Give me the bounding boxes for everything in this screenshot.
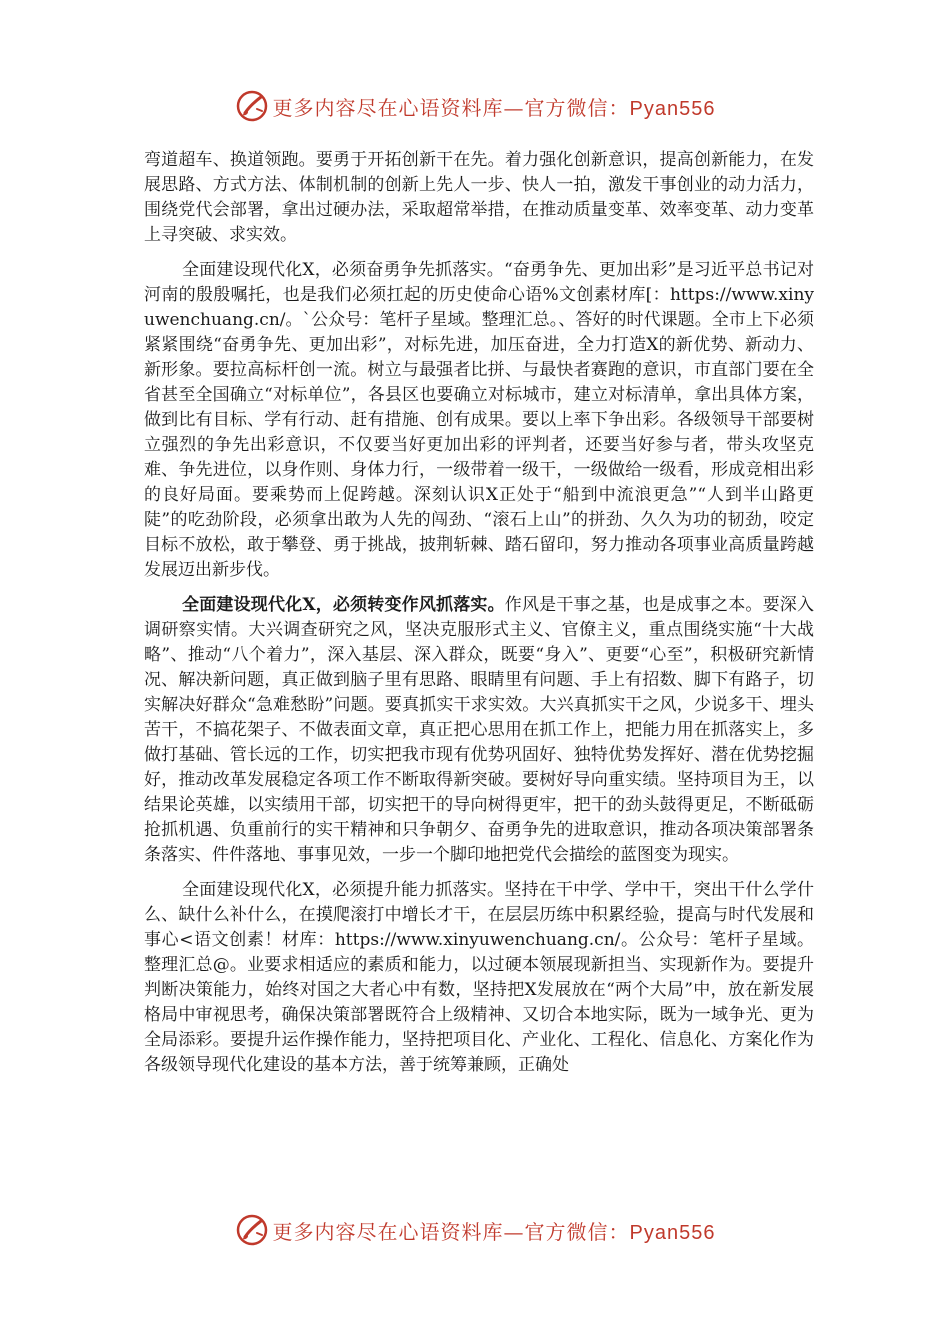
footer-wechat-id: Pyan556 (629, 1221, 716, 1244)
paragraph-3 (144, 593, 814, 868)
paragraph-2: 全面建设现代化X，必须奋勇争先抓落实。“奋勇争先、更加出彩”是习近平总书记对河南的殷殷嘱托，也是我们必须扛起的历史使命心语%文创素材库[：https://www.xinyuwenchuang.cn/。`公众号：笔杆子星域。整理汇总。、答好的时代课题。全市上下必须紧紧围绕“奋勇争先、更加出彩”，对标先进，加压奋进，全力打造X的新优势、新动力、新形象。要拉高标杆创一流。树立与最强者比拼、与最快者赛跑的意识，市直部门要在全省甚至全国确立“对标单位”，各县区也要确立对标城市，建立对标清单，拿出具体方案，做到比有目标、学有行动、赶有措施、创有成果。要以上率下争出彩。各级领导干部要树立强烈的争先出彩意识，不仅要当好更加出彩的评判者，还要当好参与者，带头攻坚克难、争先进位，以身作则、身体力行，一级带着一级干，一级做给一级看，形成竞相出彩的良好局面。要乘势而上促跨越。深刻认识X正处于“船到中流浪更急”“人到半山路更陡”的吃劲阶段，必须拿出敢为人先的闯劲、“滚石上山”的拼劲、久久为功的韧劲，咬定目标不放松，敢于攀登、勇于挑战，披荆斩棘、踏石留印，努力推动各项事业高质量跨越发展迈出新步伐。 (144, 260, 814, 580)
footer-banner (0, 1210, 950, 1250)
brush-logo-icon (235, 1213, 269, 1247)
paragraph-4: 全面建设现代化X，必须提升能力抓落实。坚持在干中学、学中干，突出干什么学什么、缺什么补什么，在摸爬滚打中增长才干，在层层历练中积累经验，提高与时代发展和事心<语文创素！材库：https://www.xinyuwenchuang.cn/。公众号：笔杆子星域。整理汇总@。业要求相适应的素质和能力，以过硬本领展现新担当、实现新作为。要提升判断决策能力，始终对国之大者心中有数，坚持把X发展放在“两个大局”中，放在新发展格局中审视思考，确保决策部署既符合上级精神、又切合本地实际，既为一域争光、更为全局添彩。要提升运作操作能力，坚持把项目化、产业化、工程化、信息化、方案化作为各级领导现代化建设的基本方法，善于统筹兼顾，正确处 (144, 880, 814, 1075)
paragraph-3-text: 作风是干事之基，也是成事之本。要深入调研察实情。大兴调查研究之风，坚决克服形式主义、官僚主义，重点围绕实施“十大战略”、推动“八个着力”，深入基层、深入群众，既要“身入”、更要“心至”，积极研究新情况、解决新问题，真正做到脑子里有思路、眼睛里有问题、手上有招数、脚下有路子，切实解决好群众“急难愁盼”问题。要真抓实干求实效。大兴真抓实干之风，少说多干、埋头苦干，不搞花架子、不做表面文章，真正把心思用在抓工作上，把能力用在抓落实上，多做打基础、管长远的工作，切实把我市现有优势巩固好、独特优势发挥好、潜在优势挖掘好，推动改革发展稳定各项工作不断取得新突破。要树好导向重实绩。坚持项目为王，以结果论英雄，以实绩用干部，切实把干的导向树得更牢，把干的劲头鼓得更足，不断砥砺抢抓机遇、负重前行的实干精神和只争朝夕、奋勇争先的进取意识，推动各项决策部署条条落实、件件落地、事事见效，一步一个脚印地把党代会描绘的蓝图变为现实。 (144, 595, 814, 865)
brush-logo-icon (235, 89, 269, 123)
header-banner (0, 86, 950, 126)
header-wechat-id: Pyan556 (629, 97, 716, 120)
footer-banner-text: 更多内容尽在心语资料库—官方微信：Pyan556 (272, 1219, 716, 1244)
paragraph-3-lead: 全面建设现代化X，必须转变作风抓落实。 (182, 595, 505, 615)
header-banner-text: 更多内容尽在心语资料库—官方微信：Pyan556 (272, 95, 716, 120)
paragraph-1: 弯道超车、换道领跑。要勇于开拓创新干在先。着力强化创新意识，提高创新能力，在发展思路、方式方法、体制机制的创新上先人一步、快人一拍，激发干事创业的动力活力，围绕党代会部署，拿出过硬办法，采取超常举措，在推动质量变革、效率变革、动力变革上寻突破、求实效。 (144, 150, 814, 245)
document-body (144, 148, 814, 1078)
